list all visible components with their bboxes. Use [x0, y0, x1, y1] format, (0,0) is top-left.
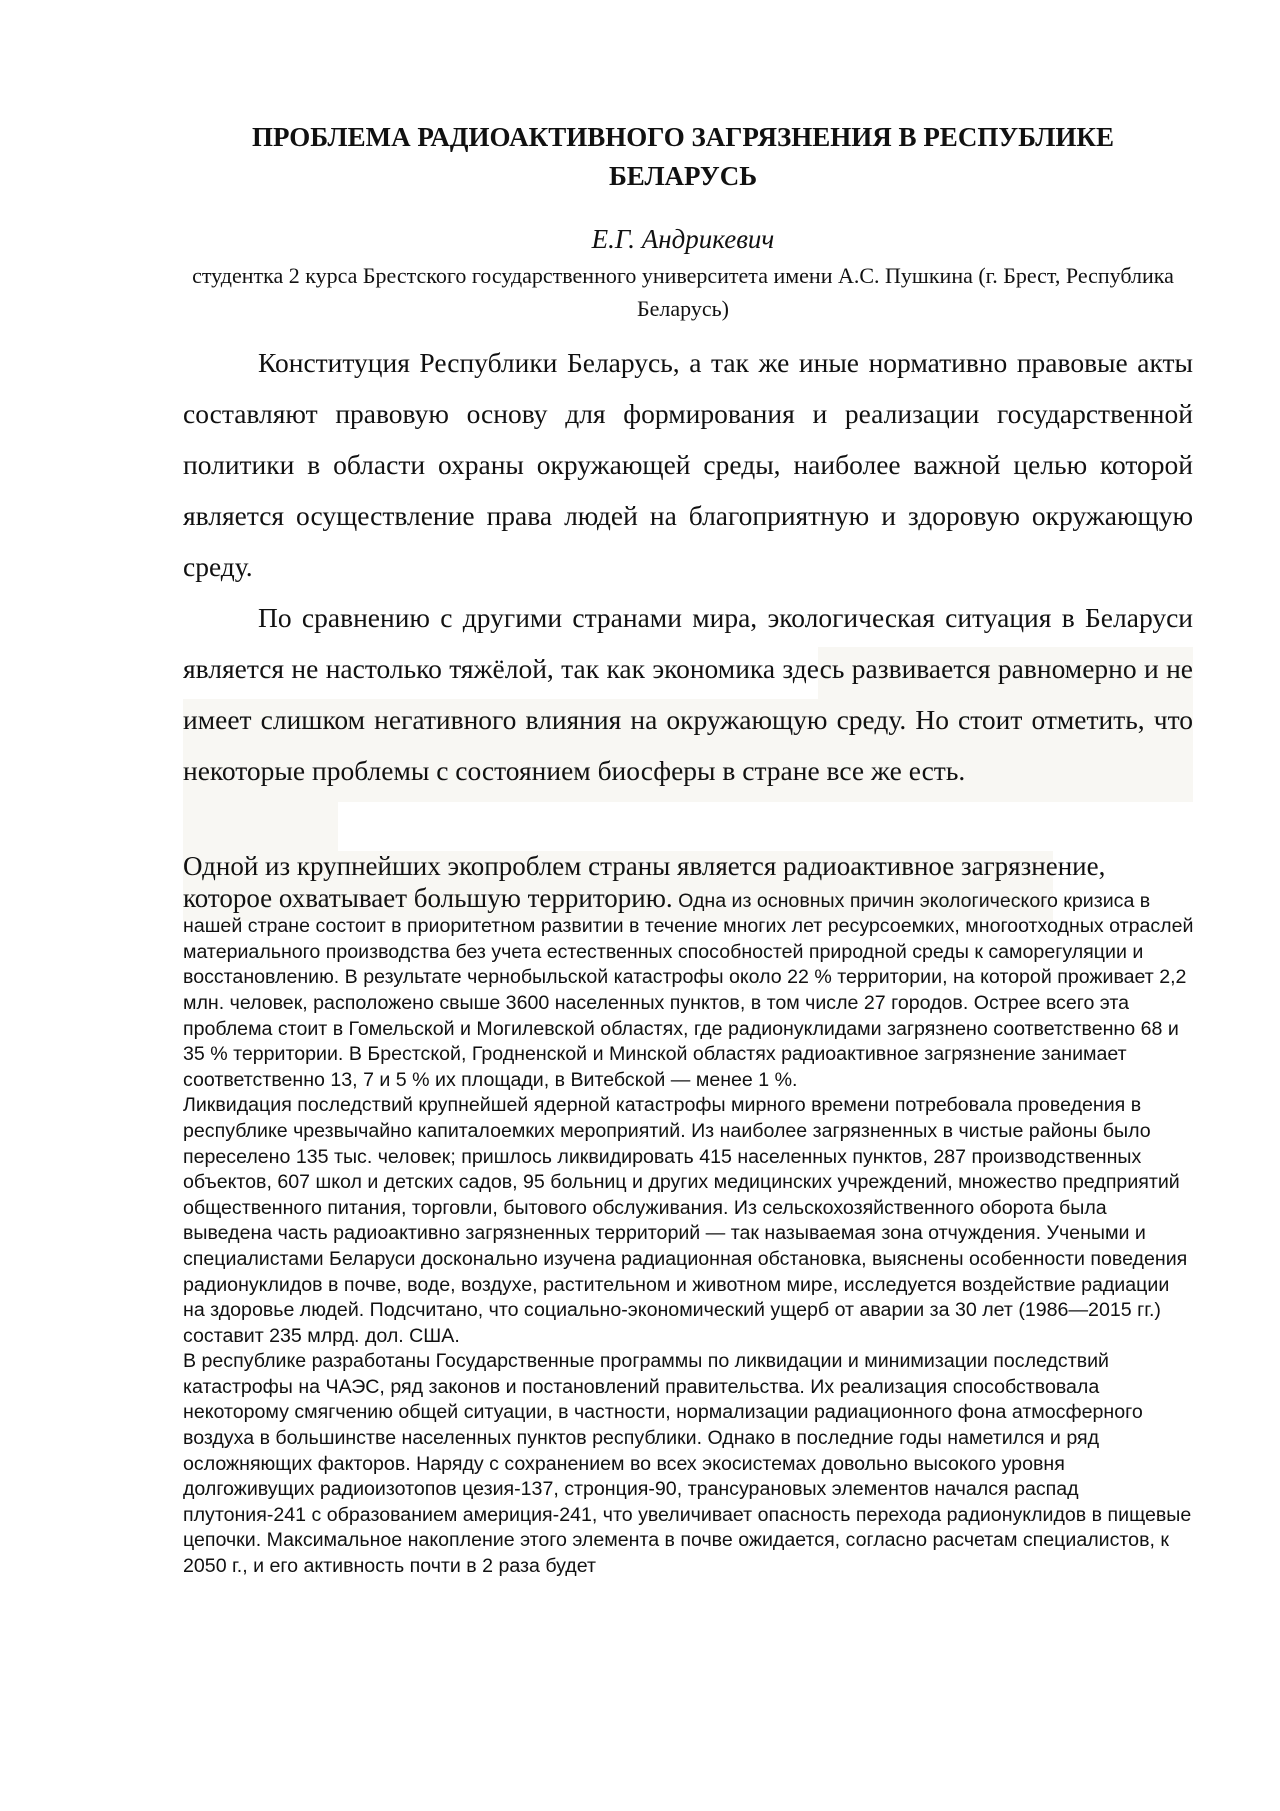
paragraph-comparison: По сравнению с другими странами мира, экологическая ситуация в Беларуси является не настолько тяжёлой, так как экономика здесь развивается равномерно и не имеет слишком негативного влияния на окружающую среду. Но стоит отметить, что некоторые проблемы с состоянием биосферы в стране все же есть.	[183, 602, 1193, 786]
author-name: Е.Г. Андрикевич	[591, 224, 775, 254]
paragraph-liquidation: Ликвидация последствий крупнейшей ядерной катастрофы мирного времени потребовала проведения в республике чрезвычайно капиталоемких мероприятий. Из наиболее загрязненных в чистые районы было переселено 135 тыс. человек; пришлось ликвидировать 415 населенных пунктов, 287 производственных объектов, 607 школ и детских садов, 95 больниц и других медицинских учреждений, множество предприятий общественного питания, торговли, бытового обслуживания. Из сельскохозяйственного оборота была выведена часть радиоактивно загрязненных территорий — так называемая зона отчуждения. Учеными и специалистами Беларуси досконально изучена радиационная обстановка, выяснены особенности поведения радионуклидов в почве, воде, воздухе, растительном и животном мире, исследуется воздействие радиации на здоровье людей. Подсчитано, что социально-экономический ущерб от аварии за 30 лет (1986—2015 гг.) составит 235 млрд. дол. США.	[183, 1094, 1188, 1347]
text-highlight	[183, 802, 338, 854]
body-text-block	[183, 851, 1195, 1580]
paragraph-constitution: Конституция Республики Беларусь, а так же иные нормативно правовые акты составляют правовую основу для формирования и реализации государственной политики в области охраны окружающей среды, наиболее важной целью которой является осуществление права людей на благоприятную и здоровую окружающую среду.	[183, 347, 1193, 582]
author-affiliation: студентка 2 курса Брестского государственного университета имени А.С. Пушкина (г. Брест, Республика Беларусь)	[192, 263, 1174, 321]
lead-sentence: Одной из крупнейших экопроблем страны является радиоактивное загрязнение, которое охватывает большую территорию.	[183, 851, 1106, 913]
paragraph-state-programs: В республике разработаны Государственные программы по ликвидации и минимизации последствий катастрофы на ЧАЭС, ряд законов и постановлений правительства. Их реализация способствовала некоторому смягчению общей ситуации, в частности, нормализации радиационного фона атмосферного воздуха в большинстве населенных пунктов республики. Однако в последние годы наметился и ряд осложняющих факторов. Наряду с сохранением во всех экосистемах довольно высокого уровня долгоживущих радиоизотопов цезия-137, стронция-90, трансурановых элементов начался распад плутония-241 с образованием америция-241, что увеличивает опасность перехода радионуклидов в пищевые цепочки. Максимальное накопление этого элемента в почве ожидается, согласно расчетам специалистов, к 2050 г., и его активность почти в 2 раза будет	[183, 1350, 1192, 1578]
document-title: ПРОБЛЕМА РАДИОАКТИВНОГО ЗАГРЯЗНЕНИЯ В РЕСПУБЛИКЕ БЕЛАРУСЬ	[251, 122, 1115, 191]
paragraph-causes: Одна из основных причин экологического кризиса в нашей стране состоит в приоритетном развитии в течение многих лет ресурсоемких, многоотходных отраслей материального производства без учета естественных способностей природной среды к саморегуляции и восстановлению. В результате чернобыльской катастрофы около 22 % территории, на которой проживает 2,2 млн. человек, расположено свыше 3600 населенных пунктов, в том числе 27 городов. Острее всего эта проблема стоит в Гомельской и Могилевской областях, где радионуклидами загрязнено соответственно 68 и 35 % территории. В Брестской, Гродненской и Минской областях радиоактивное загрязнение занимает соответственно 13, 7 и 5 % их площади, в Витебской — менее 1 %.	[183, 889, 1194, 1091]
paragraph-radioactive-contamination	[183, 851, 1195, 1093]
